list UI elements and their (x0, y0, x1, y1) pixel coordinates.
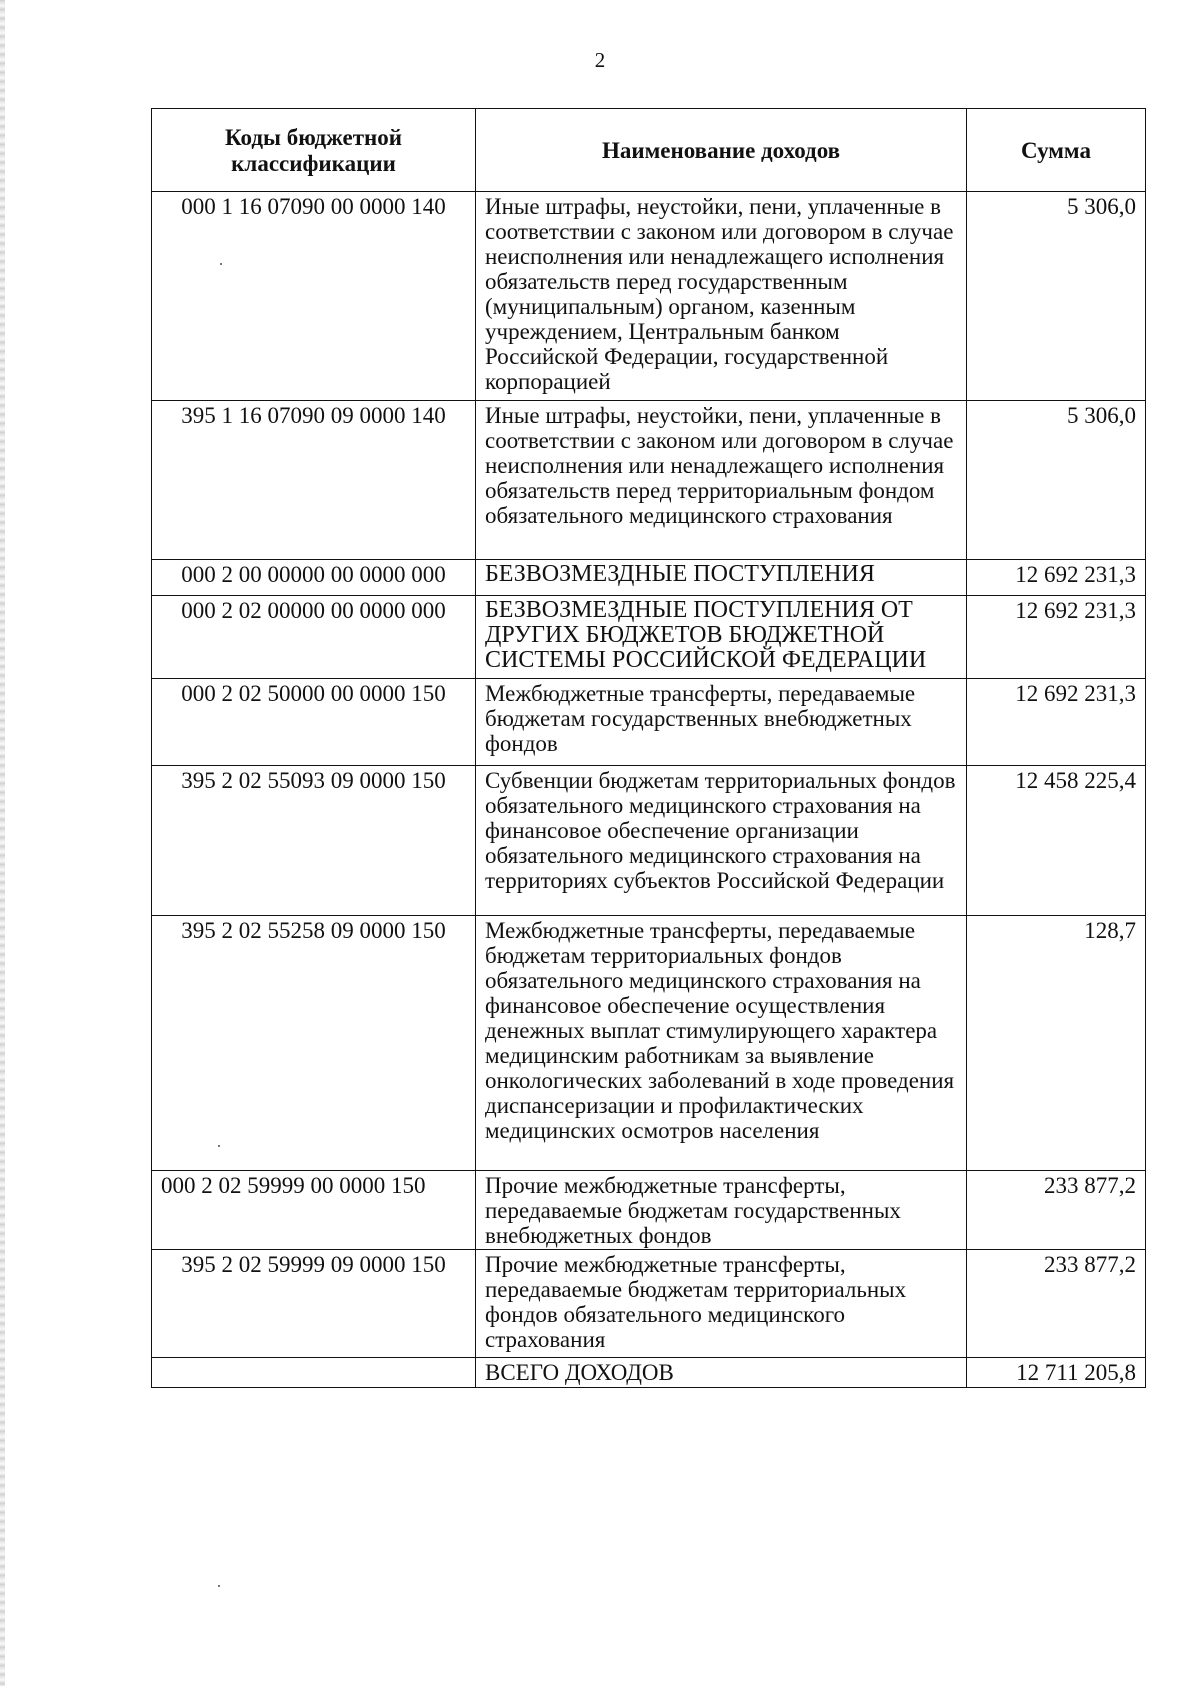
row-code: 395 2 02 55093 09 0000 150 (152, 766, 476, 916)
table-row (152, 401, 1146, 560)
row-code: 395 2 02 55258 09 0000 150 (152, 916, 476, 1171)
row-code: 395 2 02 59999 09 0000 150 (152, 1250, 476, 1358)
row-name: Иные штрафы, неустойки, пени, уплаченные в соответствии с законом или договором в случае неисполнения или ненадлежащего исполнения обязательств перед территориальным фондом обязательного медицинского страхования (476, 401, 967, 560)
row-name: ВСЕГО ДОХОДОВ (476, 1358, 967, 1388)
table-row (152, 1250, 1146, 1358)
header-name: Наименование доходов (476, 109, 967, 192)
row-code: 000 2 02 59999 00 0000 150 (152, 1171, 476, 1250)
row-code: 000 1 16 07090 00 0000 140 (152, 192, 476, 401)
row-sum: 12 692 231,3 (967, 679, 1146, 766)
row-sum: 128,7 (967, 916, 1146, 1171)
row-name: БЕЗВОЗМЕЗДНЫЕ ПОСТУПЛЕНИЯ (476, 560, 967, 596)
row-sum: 5 306,0 (967, 401, 1146, 560)
row-code: 000 2 02 50000 00 0000 150 (152, 679, 476, 766)
header-code: Коды бюджетной классификации (152, 109, 476, 192)
table-row (152, 596, 1146, 679)
row-code: 000 2 02 00000 00 0000 000 (152, 596, 476, 679)
scan-speck (218, 1145, 220, 1147)
row-sum: 233 877,2 (967, 1250, 1146, 1358)
table-header-row (152, 109, 1146, 192)
row-sum: 12 692 231,3 (967, 596, 1146, 679)
table-row (152, 916, 1146, 1171)
row-name: Субвенции бюджетам территориальных фондов обязательного медицинского страхования на финансовое обеспечение организации обязательного медицинского страхования на территориях субъектов Российской Федерации (476, 766, 967, 916)
row-sum: 12 458 225,4 (967, 766, 1146, 916)
row-sum: 12 692 231,3 (967, 560, 1146, 596)
row-name: Прочие межбюджетные трансферты, передаваемые бюджетам государственных внебюджетных фондов (476, 1171, 967, 1250)
row-name: Межбюджетные трансферты, передаваемые бюджетам государственных внебюджетных фондов (476, 679, 967, 766)
table-row (152, 679, 1146, 766)
row-code (152, 1358, 476, 1388)
row-code: 000 2 00 00000 00 0000 000 (152, 560, 476, 596)
row-name: Прочие межбюджетные трансферты, передаваемые бюджетам территориальных фондов обязательного медицинского страхования (476, 1250, 967, 1358)
row-code: 395 1 16 07090 09 0000 140 (152, 401, 476, 560)
table-row (152, 1171, 1146, 1250)
row-sum: 233 877,2 (967, 1171, 1146, 1250)
row-name: Иные штрафы, неустойки, пени, уплаченные в соответствии с законом или договором в случае неисполнения или ненадлежащего исполнения обязательств перед государственным (муниципальным) органом, казенным учреждением, Центральным банком Российской Федерации, государственной корпорацией (476, 192, 967, 401)
scan-speck (218, 1585, 220, 1587)
header-sum: Сумма (967, 109, 1146, 192)
scan-edge (0, 0, 5, 1686)
table-row (152, 766, 1146, 916)
table-row (152, 560, 1146, 596)
row-name: Межбюджетные трансферты, передаваемые бюджетам территориальных фондов обязательного медицинского страхования на финансовое обеспечение осуществления денежных выплат стимулирующего характера медицинским работникам за выявление онкологических заболеваний в ходе проведения диспансеризации и профилактических медицинских осмотров населения (476, 916, 967, 1171)
row-sum: 5 306,0 (967, 192, 1146, 401)
revenue-table (151, 108, 1146, 1388)
row-name: БЕЗВОЗМЕЗДНЫЕ ПОСТУПЛЕНИЯ ОТ ДРУГИХ БЮДЖЕТОВ БЮДЖЕТНОЙ СИСТЕМЫ РОССИЙСКОЙ ФЕДЕРАЦИИ (476, 596, 967, 679)
table-total-row (152, 1358, 1146, 1388)
page-number: 2 (594, 48, 606, 72)
table-row (152, 192, 1146, 401)
scan-speck (220, 263, 222, 265)
row-sum: 12 711 205,8 (967, 1358, 1146, 1388)
